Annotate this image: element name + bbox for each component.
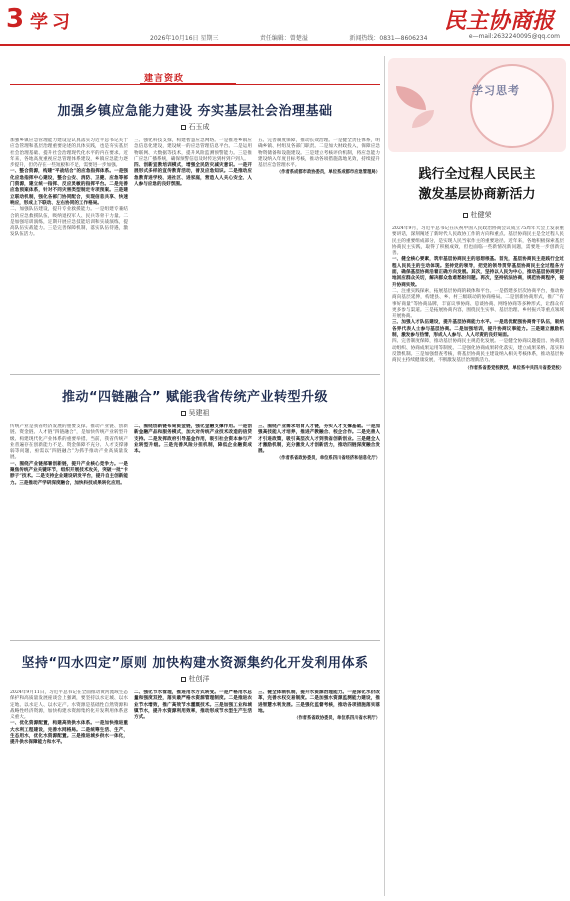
article-3-title: 坚持“四水四定”原则 加快构建水资源集约化开发利用体系 — [21, 656, 369, 671]
right-title-line-2: 激发基层协商新活力 — [418, 187, 536, 202]
right-para: 二、注重实践探索，拓展基层协商的载体和平台。一是搭建多层次协商平台，推动协商向基层延伸，构建县、乡、村三级联动的协商格局。二是创新协商形式，推广“有事好商量”等协商品牌，丰富议事协商、恳谈协商、网络协商等多种形式，让群众有更多参与渠道。三是拓展协商内容，围绕民生实事、基层治理、乡村振兴等重点领域开展协商。 — [392, 288, 564, 320]
article-2-author — [10, 408, 380, 418]
author-box-icon — [181, 411, 186, 416]
page-header — [0, 0, 570, 48]
article-1-para: 五、完善制度保障，推动长效治理。一是健全责任体系，明确乡镇、村组及各部门职责。二是加大财政投入，保障应急物资储备和设施建设。三是建立考核评价机制，将应急能力建设纳入年度目标考核，推动各项措施落地见效，持续提升基层应急管理水平。 — [258, 138, 380, 169]
article-2-col-2 — [134, 424, 252, 624]
article-3-para: 二、强化节水管理，推进用水方式转变。一是严格用水总量和强度双控，落实最严格水资源管理制度。二是推进农业节水增效，推广高效节水灌溉技术。三是加强工业和城镇节水，提升水资源利用效率，推动形成节水型生产生活方式。 — [134, 690, 252, 721]
article-1-author-name: 石玉成 — [188, 123, 210, 131]
right-note: （作者系省委党校教授，单位系中共四川省委党校） — [465, 365, 564, 371]
article-divider — [10, 640, 380, 641]
column-divider — [384, 56, 385, 896]
author-box-icon — [463, 213, 468, 218]
article-3-para: 三、健全体制机制，提升水资源治理能力。一是深化水价改革，完善水权交易制度。二是加强水资源监测能力建设，推进智慧水利发展。三是强化监督考核，推动各项措施落实落地。 — [258, 690, 380, 714]
article-3-col-1 — [10, 690, 128, 894]
editor: 责任编辑：曾楚溢 — [259, 35, 308, 42]
right-para: 四、完善制度保障，推动基层协商民主规范化发展。一是健全协商议题提出、协商活动组织、协商成果运用等制度。二是强化协商成果转化落实，建立成果采纳、落实和反馈机制。三是加强督查考核，将基层协商民主建设纳入相关考核体系，推动基层协商民主持续健康发展，不断激发基层治理新活力。 — [392, 339, 564, 364]
section-label: 建言资政 — [144, 74, 185, 84]
header-info — [150, 33, 560, 42]
page-number: 3 — [6, 4, 25, 34]
article-1-col-3 — [258, 138, 380, 354]
article-1-title: 加强乡镇应急能力建设 夯实基层社会治理基础 — [57, 104, 333, 119]
study-circle-decoration — [470, 64, 554, 148]
article-3-para: 一、优化资源配置，构建高效供水体系。一是加快推进重大水利工程建设，完善水网格局。二是统筹生活、生产、生态用水，优化水资源配置。三是推进城乡供水一体化，提升供水保障能力和水平。 — [10, 721, 128, 746]
page-section: 学习 — [30, 12, 74, 33]
article-3-author-name: 杜创洋 — [188, 675, 210, 683]
right-article-body — [392, 226, 564, 894]
article-2-title: 推动“四链融合” 赋能我省传统产业转型升级 — [61, 390, 329, 405]
article-3-para: 2024年9月11日，习近平总书记在全面推动黄河流域生态保护和高质量发展座谈会上强调，要坚持以水定城、以水定地、以水定人、以水定产。水资源是基础性自然资源和战略性经济资源，加快构建水资源集约化开发利用体系意义重大。 — [10, 690, 128, 721]
right-author — [388, 210, 566, 220]
right-author-name: 杜健荣 — [470, 211, 492, 219]
article-1-para: 四、创新宣教培训模式，增强全民防灾减灾意识。一是开展形式多样的宣传教育活动，普及应急知识。二是推动应急教育进学校、进社区、进家庭，营造人人关心安全、人人参与应急的良好氛围。 — [134, 163, 252, 188]
masthead: 民主协商报 — [443, 8, 554, 34]
article-3-author — [10, 674, 380, 684]
article-1-para: 二、加强队伍建设，提升专业救援能力。一是组建专兼结合的应急救援队伍，吸纳退役军人、民兵等骨干力量。二是加强培训演练，定期开展应急技能培训和实战演练，提高队伍实战能力。三是完善保障机制，落实队伍待遇，激发队伍活力。 — [10, 207, 128, 238]
news-hotline: 新闻热线：0831—8606234 — [349, 35, 428, 42]
article-2-para: 一、围绕产业链部署创新链，提升产业核心竞争力。一是聚焦传统产业关键环节，组织开展技术攻关，突破一批“卡脖子”技术。二是支持企业建设研发平台，提升自主创新能力。三是推动产学研深度融合，加快科技成果转化应用。 — [10, 461, 128, 486]
right-title-line-1: 践行全过程人民民主 — [418, 167, 536, 182]
article-2-col-1 — [10, 424, 128, 624]
section-rule — [10, 84, 380, 85]
article-2-author-name: 吴建祖 — [188, 409, 210, 417]
author-box-icon — [181, 125, 186, 130]
article-1-para: 一、整合资源，构建“平战结合”的应急指挥体系。一是强化应急指挥中心建设，整合公安、消防、卫健、应急等部门资源，建立统一指挥、反应灵敏的指挥平台。二是完善应急预案体系，针对不同灾害类型制定专项预案。三是建立联动机制，强化各部门协同配合，实现信息共享、快速响应，形成上下联动、左右协同的工作格局。 — [10, 169, 128, 206]
article-3-note: （作者系省政协委员，单位系四川省水利厅） — [294, 716, 380, 722]
author-box-icon — [181, 677, 186, 682]
article-3-col-2 — [134, 690, 252, 894]
article-3-col-3 — [258, 690, 380, 894]
article-2-para: 传统产业是我省经济发展的重要支撑。推动产业链、创新链、资金链、人才链“四链融合”，是加快传统产业转型升级、构建现代化产业体系的重要举措。当前，我省传统产业普遍存在创新能力不足、资金保障不充分、人才支撑薄弱等问题，亟需以“四链融合”为抓手推动产业高质量发展。 — [10, 424, 128, 461]
article-2-para: 二、围绕创新链布局资金链，强化金融支撑作用。一是创新金融产品和服务模式，加大对传统产业技术改造的信贷支持。二是发挥政府引导基金作用，吸引社会资本参与产业转型升级。三是完善风险分担机制，降低企业融资成本。 — [134, 424, 252, 455]
header-rule — [0, 44, 570, 46]
study-label: 学习思考 — [472, 84, 520, 97]
article-1-note: （作者系成都市政协委员，单位系成都市应急管理局） — [276, 170, 380, 176]
article-2-para: 三、围绕产业需求培育人才链，夯实人才支撑基础。一是加强高技能人才培养，推进产教融合、校企合作。二是完善人才引进政策，吸引高层次人才到我省创新创业。三是健全人才激励机制，充分激发人才创新活力，推动四链深度融合发展。 — [258, 424, 380, 455]
article-2-note: （作者系省政协委员，单位系四川省经济和信息化厅） — [276, 456, 380, 462]
article-1-author — [10, 122, 380, 132]
article-2-col-3 — [258, 424, 380, 624]
right-para: 一、健全核心要素，筑牢基层协商民主的思想根基。首先，基层协商民主是践行全过程人民民主的生动体现。坚持党的领导，把党的领导贯穿基层协商民主全过程各方面，确保基层协商沿着正确方向发展。其次，坚持以人民为中心，推动基层协商更好地回应群众关切，解决群众急难愁盼问题。再次，坚持依法协商，规范协商程序，提升协商实效。 — [392, 257, 564, 288]
article-1-para: 三、强化科技支撑，构建智慧应急网络。一是推进乡镇应急信息化建设，建设统一的应急管理信息平台。二是运用物联网、大数据等技术，提升风险监测预警能力。三是推广应急广播系统，确保预警信息及时传达到村到户到人。 — [134, 138, 252, 162]
issue-date: 2026年10月16日 星期三 — [150, 35, 219, 42]
article-1-col-1 — [10, 138, 128, 354]
article-1-para: 加强乡镇应急管理能力建设是认真落实习近平总书记关于应急管理和基层治理重要论述的具体实践，也是夯实基层社会治理基础、提升社会治理现代化水平的内在要求。近年来，各地高度重视应急管理体系建设，乡镇应急能力逐步提升，但仍存在一些短板和不足，需要进一步加强。 — [10, 138, 128, 169]
email: e—mail:2632240095@qq.com — [468, 33, 560, 40]
article-1-col-2 — [134, 138, 252, 354]
right-para: 2024年9月，习近平总书记在庆祝中国人民政治协商会议成立75周年大会上发表重要讲话，深刻阐述了新时代人民政协工作的方向和重点。基层协商民主是全过程人民民主的重要组成部分，是实现人民当家作主的重要途径。近年来，各地积极探索基层协商民主实践，取得了积极成效，但也面临一些新情况新问题，需要进一步创新完善。 — [392, 226, 564, 257]
right-para: 三、加强人才队伍建设，提升基层协商能力水平。一是选优配强协商骨干队伍，吸纳各界代表人士参与基层协商。二是加强培训，提升协商议事能力。三是建立激励机制，激发参与热情，形成人人参与、人人尽责的良好局面。 — [392, 320, 564, 339]
article-divider — [10, 374, 380, 375]
